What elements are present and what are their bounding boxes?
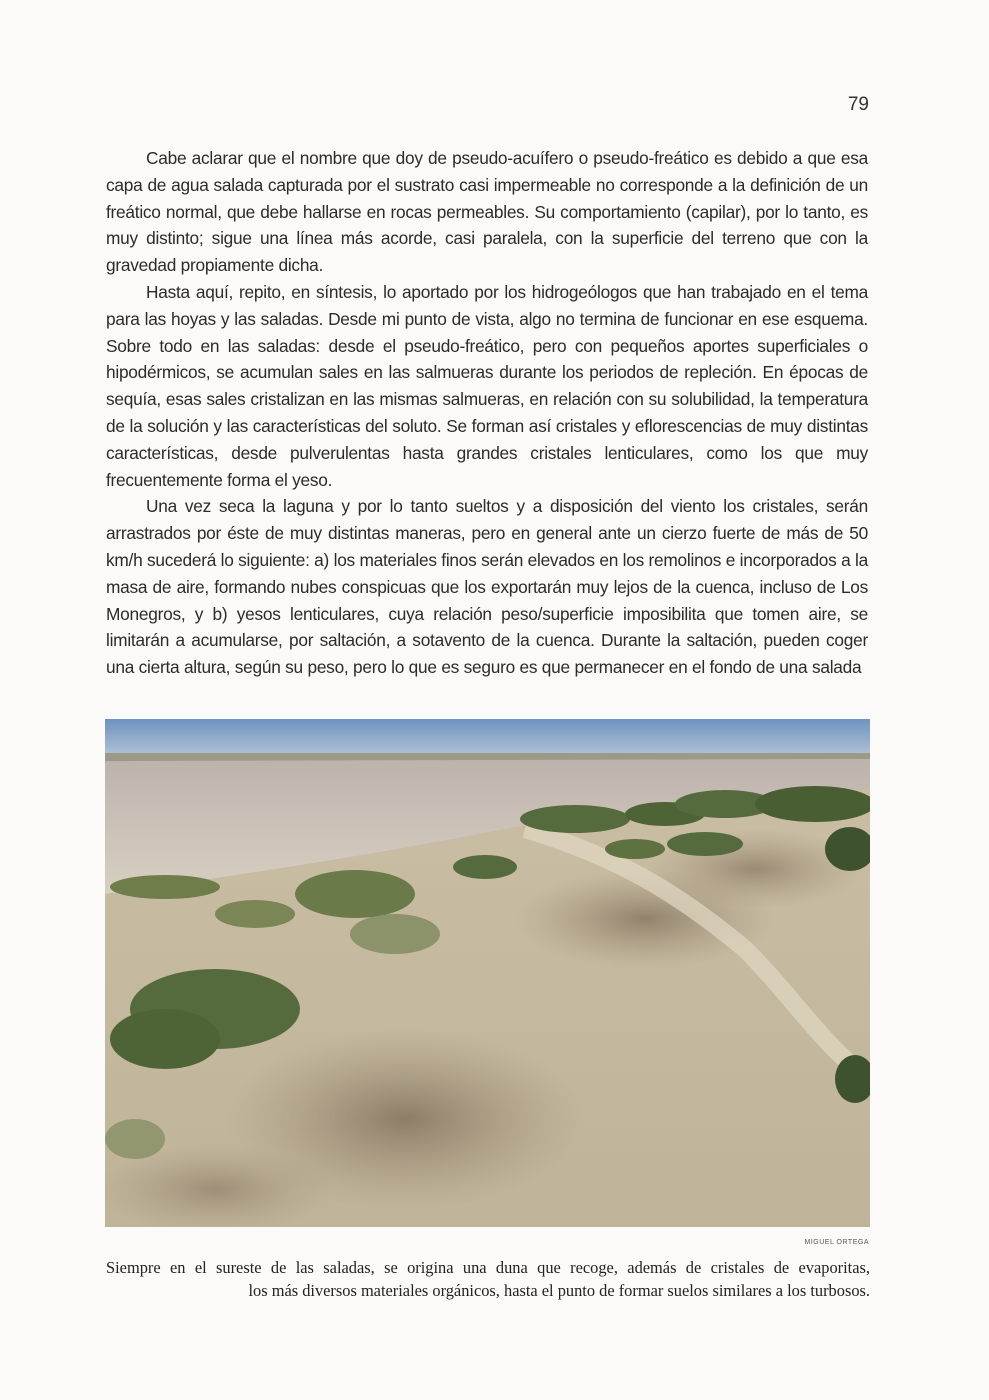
photo-credit: MIGUEL ORTEGA bbox=[804, 1239, 869, 1246]
paragraph-1: Cabe aclarar que el nombre que doy de pseudo-acuífero o pseudo-freático es debido a que esa capa de agua salada capturada por el sustrato casi impermeable no corresponde a la definición de un freático normal, que debe hallarse en rocas permeables. Su comportamiento (capilar), por lo tanto, es muy distinto; sigue una línea más acorde, casi paralela, con la superficie del terreno que con la gravedad propiamente dicha. bbox=[106, 148, 868, 276]
caption-line-1: Siempre en el sureste de las saladas, se origina una duna que recoge, además de cristales de evaporitas, bbox=[106, 1258, 870, 1277]
paragraph-2: Hasta aquí, repito, en síntesis, lo aportado por los hidrogeólogos que han trabajado en el tema para las hoyas y las saladas. Desde mi punto de vista, algo no termina de funcionar en ese esquema. Sobre todo en las saladas: desde el pseudo-freático, pero con pequeños aportes superficiales o hipodérmicos, se acumulan sales en las salmueras durante los periodos de repleción. En épocas de sequía, esas sales cristalizan en las mismas salmueras, en relación con su solubilidad, la temperatura de la solución y las características del soluto. Se forman así cristales y eflorescencias de muy distintas características, desde pulverulentas hasta grandes cristales lenticulares, como los que muy frecuentemente forma el yeso. bbox=[106, 281, 868, 490]
page-number: 79 bbox=[847, 94, 869, 115]
paragraph-3: Una vez seca la laguna y por lo tanto sueltos y a disposición del viento los cristales, serán arrastrados por éste de muy distintas maneras, pero en general ante un cierzo fuerte de más de 50 km/h sucederá lo siguiente: a) los materiales finos serán elevados en los remolinos e incorporados a la masa de aire, formando nubes conspicuas que los exportarán muy lejos de la cuenca, incluso de Los Monegros, y b) yesos lenticulares, cuya relación peso/superficie imposibilita que tomen aire, se limitarán a acumularse, por saltación, a sotavento de la cuenca. Durante la saltación, pueden coger una cierta altura, según su peso, pero lo que es seguro es que permanecer en el fondo de una salada bbox=[106, 496, 868, 678]
salt-flat-dune-photo bbox=[105, 719, 870, 1227]
landscape-photo bbox=[105, 719, 870, 1227]
caption-line-2: los más diversos materiales orgánicos, hasta el punto de formar suelos similares a los turbosos. bbox=[248, 1281, 870, 1300]
body-text bbox=[106, 145, 868, 681]
figure-caption bbox=[106, 1256, 870, 1302]
